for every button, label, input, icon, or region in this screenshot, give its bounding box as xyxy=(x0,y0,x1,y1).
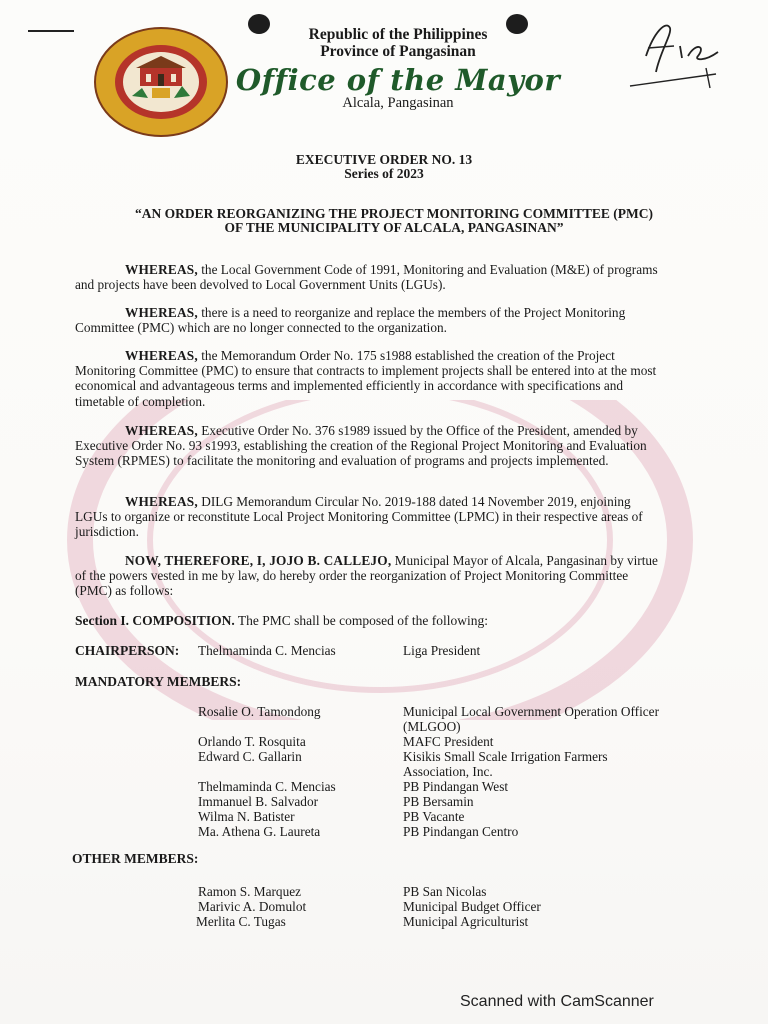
whereas-paragraph xyxy=(75,423,665,469)
whereas-text: the Local Government Code of 1991, Monitoring and Evaluation (M&E) of programs and projects have been devolved to Local Government Units (LGUs). xyxy=(75,262,658,293)
order-series: Series of 2023 xyxy=(344,166,424,181)
member-name: Wilma N. Batister xyxy=(198,809,295,824)
therefore-text: Municipal Mayor of Alcala, Pangasinan by virtue of the powers vested in me by law, do hereby order the reorganization of Project Monitoring Committee (PMC) as follows: xyxy=(75,553,658,599)
section-text: The PMC shall be composed of the following: xyxy=(234,613,488,628)
order-title-line2: OF THE MUNICIPALITY OF ALCALA, PANGASINAN” xyxy=(224,220,564,235)
member-name: Marivic A. Domulot xyxy=(198,899,307,914)
whereas-lead: WHEREAS, xyxy=(125,494,198,509)
whereas-paragraph xyxy=(75,262,665,292)
mandatory-members-label: MANDATORY MEMBERS: xyxy=(75,674,242,689)
chairperson-name: Thelmaminda C. Mencias xyxy=(198,643,336,658)
chairperson-label: CHAIRPERSON: xyxy=(75,643,180,658)
therefore-lead: NOW, THEREFORE, I, JOJO B. CALLEJO, xyxy=(125,553,392,568)
member-name: Edward C. Gallarin xyxy=(198,749,302,764)
office-title: Office of the Mayor xyxy=(235,63,561,97)
republic-line: Republic of the Philippines xyxy=(308,26,488,43)
order-number: EXECUTIVE ORDER NO. 13 xyxy=(295,152,473,167)
member-name: Ramon S. Marquez xyxy=(198,884,302,899)
member-position: MAFC President xyxy=(403,734,494,749)
member-name: Rosalie O. Tamondong xyxy=(198,704,321,719)
member-name: Thelmaminda C. Mencias xyxy=(198,779,336,794)
whereas-paragraph xyxy=(75,348,665,409)
whereas-lead: WHEREAS, xyxy=(125,348,198,363)
member-name: Merlita C. Tugas xyxy=(196,914,286,929)
member-position: PB San Nicolas xyxy=(403,884,487,899)
whereas-lead: WHEREAS, xyxy=(125,423,198,438)
whereas-paragraph xyxy=(75,305,665,335)
town-line: Alcala, Pangasinan xyxy=(342,95,454,111)
other-members-label: OTHER MEMBERS: xyxy=(72,851,199,866)
therefore-paragraph xyxy=(75,553,665,599)
member-position: PB Bersamin xyxy=(403,794,474,809)
whereas-lead: WHEREAS, xyxy=(125,305,198,320)
scanner-watermark: Scanned with CamScanner xyxy=(460,993,654,1010)
section-lead: Section I. COMPOSITION. xyxy=(75,613,235,628)
member-name: Orlando T. Rosquita xyxy=(198,734,306,749)
section-heading xyxy=(75,613,488,629)
member-position: PB Pindangan Centro xyxy=(403,824,519,839)
order-title-line1: “AN ORDER REORGANIZING THE PROJECT MONITORING COMMITTEE (PMC) xyxy=(135,206,653,221)
chairperson-position: Liga President xyxy=(403,643,481,658)
member-name: Immanuel B. Salvador xyxy=(198,794,319,809)
whereas-paragraph xyxy=(75,494,665,540)
whereas-text: the Memorandum Order No. 175 s1988 established the creation of the Project Monitoring Committee (PMC) to ensure that contracts to implement projects shall be entered into at the most economical and advantageous terms and implemented efficiently in accordance with specifications and timetable of completion. xyxy=(75,348,657,409)
member-position: PB Pindangan West xyxy=(403,779,509,794)
province-line: Province of Pangasinan xyxy=(320,43,476,60)
member-position: PB Vacante xyxy=(403,809,465,824)
member-position: Kisikis Small Scale Irrigation Farmers Association, Inc. xyxy=(403,749,608,779)
member-position: Municipal Budget Officer xyxy=(403,899,541,914)
whereas-text: DILG Memorandum Circular No. 2019-188 dated 14 November 2019, enjoining LGUs to organize or reconstitute Local Project Monitoring Committee (LPMC) in their respective areas of jurisdiction. xyxy=(75,494,643,540)
member-position: Municipal Agriculturist xyxy=(403,914,529,929)
member-position: Municipal Local Government Operation Officer (MLGOO) xyxy=(403,704,659,734)
whereas-text: there is a need to reorganize and replace the members of the Project Monitoring Committee (PMC) which are no longer connected to the organization. xyxy=(75,305,626,336)
member-name: Ma. Athena G. Laureta xyxy=(198,824,321,839)
handwritten-note xyxy=(626,12,736,92)
whereas-lead: WHEREAS, xyxy=(125,262,198,277)
whereas-text: Executive Order No. 376 s1989 issued by the Office of the President, amended by Executive Order No. 93 s1993, establishing the creation of the Regional Project Monitoring and Evaluation System (RPMES) to facilitate the monitoring and evaluation of programs and projects implemented. xyxy=(75,423,647,469)
